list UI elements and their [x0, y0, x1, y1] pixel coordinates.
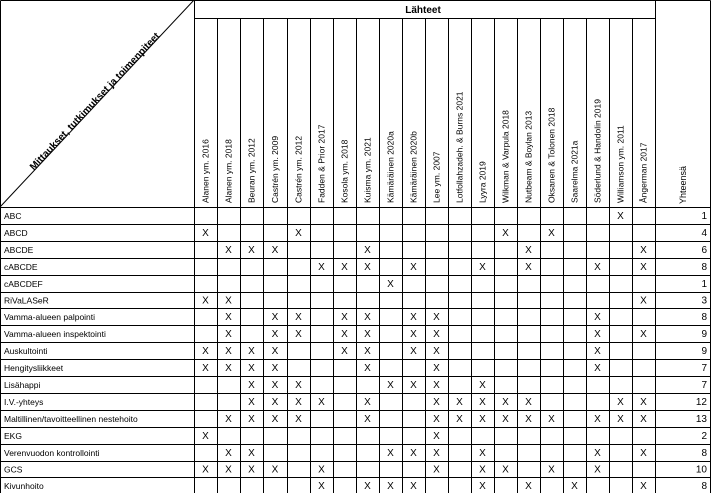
- source-header: Lotfollahzadeh. & Burns 2021: [454, 91, 465, 203]
- mark-cell: X: [387, 279, 394, 290]
- row-total: 7: [701, 380, 707, 391]
- row-label: Vamma-alueen inspektointi: [4, 329, 106, 339]
- row-label: cABCDEF: [4, 279, 43, 289]
- mark-cell: X: [525, 397, 532, 408]
- table-row: [4, 414, 707, 425]
- mark-cell: X: [525, 245, 532, 256]
- table-row: [4, 481, 707, 492]
- mark-cell: X: [410, 312, 417, 323]
- mark-cell: X: [271, 414, 279, 425]
- mark-cell: X: [364, 262, 371, 273]
- mark-cell: X: [271, 329, 279, 340]
- row-label: GCS: [4, 464, 23, 475]
- mark-cell: X: [410, 262, 417, 273]
- mark-cell: X: [640, 295, 647, 307]
- mark-cell: X: [295, 228, 302, 239]
- table-row: [4, 346, 707, 357]
- source-header: Beuran ym. 2012: [246, 138, 257, 203]
- mark-cell: X: [640, 397, 647, 408]
- mark-cell: X: [433, 312, 440, 323]
- mark-cell: X: [295, 329, 302, 340]
- mark-cell: X: [271, 346, 279, 357]
- mark-cell: X: [479, 448, 486, 459]
- table-row: [4, 279, 707, 290]
- mark-cell: X: [617, 211, 624, 222]
- source-header: Oksanen & Tolonen 2018: [546, 107, 557, 203]
- source-header: Williamson ym. 2011: [615, 125, 626, 203]
- mark-cell: X: [525, 481, 532, 492]
- row-total: 6: [701, 245, 707, 256]
- row-total: 13: [695, 414, 707, 425]
- mark-cell: X: [225, 312, 232, 323]
- corner-label: Mittaukset, tutkimukset ja toimenpiteet: [28, 30, 163, 173]
- row-total: 8: [701, 312, 707, 323]
- mark-cell: X: [456, 397, 463, 408]
- table-row: [4, 448, 707, 459]
- mark-cell: X: [594, 329, 601, 340]
- sources-title: Lähteet: [405, 5, 441, 16]
- mark-cell: X: [202, 346, 209, 357]
- mark-cell: X: [502, 228, 509, 239]
- mark-cell: X: [410, 380, 417, 391]
- source-header: Fadden & Prior 2017: [316, 124, 327, 203]
- row-label: Auskultointi: [4, 346, 48, 356]
- mark-cell: X: [225, 346, 232, 357]
- source-header: Lyyra 2019: [477, 161, 488, 203]
- source-header: Kuisma ym. 2021: [362, 137, 373, 203]
- mark-cell: X: [433, 380, 440, 391]
- mark-cell: X: [225, 329, 232, 340]
- row-label: ABCD: [4, 228, 28, 238]
- row-label: cABCDE: [4, 262, 38, 272]
- row-label: ABCDE: [4, 245, 34, 255]
- mark-cell: X: [502, 464, 509, 476]
- mark-cell: X: [594, 448, 601, 459]
- mark-cell: X: [525, 262, 532, 273]
- mark-cell: X: [410, 448, 417, 459]
- mark-cell: X: [248, 363, 255, 374]
- table-row: [4, 465, 707, 476]
- table-row: [4, 211, 707, 222]
- table-row: [4, 262, 707, 273]
- row-total: 9: [701, 329, 707, 340]
- mark-cell: X: [248, 414, 255, 425]
- source-header: Nutbeam & Boylan 2013: [523, 110, 534, 203]
- row-label: RiVaLASeR: [4, 295, 49, 306]
- row-label: Vamma-alueen palpointi: [4, 312, 96, 322]
- mark-cell: X: [225, 363, 232, 374]
- row-total: 7: [701, 363, 707, 374]
- table-row: [4, 363, 707, 374]
- mark-cell: X: [433, 397, 440, 408]
- mark-cell: X: [364, 397, 371, 408]
- mark-cell: X: [479, 414, 486, 425]
- row-label: EKG: [4, 431, 22, 441]
- mark-cell: X: [640, 414, 647, 425]
- row-total: 10: [695, 464, 707, 476]
- mark-cell: X: [479, 481, 486, 492]
- mark-cell: X: [295, 397, 302, 408]
- row-label: Lisähappi: [4, 380, 41, 390]
- row-total: 1: [701, 211, 707, 222]
- row-total: 12: [695, 397, 707, 408]
- row-total: 2: [701, 431, 707, 442]
- mark-cell: X: [248, 245, 255, 256]
- mark-cell: X: [433, 464, 440, 476]
- mark-cell: X: [318, 481, 325, 492]
- row-total: 8: [701, 262, 707, 273]
- mark-cell: X: [364, 245, 371, 256]
- mark-cell: X: [364, 363, 371, 374]
- source-header: Söderlund & Handolin 2019: [592, 99, 603, 203]
- row-label: Maltillinen/tavoitteellinen nestehoito: [4, 414, 138, 424]
- mark-cell: X: [640, 245, 647, 256]
- mark-cell: X: [364, 346, 371, 357]
- source-header: Ångerman 2017: [638, 142, 649, 203]
- mark-cell: X: [479, 397, 486, 408]
- table-row: [4, 228, 707, 239]
- mark-cell: X: [295, 380, 302, 391]
- mark-cell: X: [433, 346, 440, 357]
- mark-cell: X: [271, 397, 279, 408]
- row-total: 4: [701, 228, 707, 239]
- row-total: 3: [701, 295, 707, 307]
- mark-cell: X: [341, 262, 348, 273]
- source-header: Alanen ym. 2018: [223, 139, 234, 203]
- mark-cell: X: [318, 464, 325, 476]
- table-row: [4, 245, 707, 256]
- mark-cell: X: [341, 312, 348, 323]
- mark-cell: X: [410, 329, 417, 340]
- source-headers: [201, 91, 649, 203]
- source-header: Kosola ym. 2018: [339, 139, 350, 203]
- mark-cell: X: [271, 363, 279, 374]
- mark-cell: X: [433, 431, 440, 442]
- row-label: Verenvuodon kontrollointi: [4, 448, 100, 458]
- mark-cell: X: [456, 414, 463, 425]
- mark-cell: X: [202, 431, 209, 442]
- source-header: Alanen ym. 2016: [200, 139, 211, 203]
- mark-cell: X: [248, 380, 255, 391]
- mark-cell: X: [387, 481, 394, 492]
- mark-cell: X: [341, 346, 348, 357]
- table-row: [4, 296, 707, 307]
- mark-cell: X: [479, 262, 486, 273]
- mark-cell: X: [594, 346, 601, 357]
- mark-cell: X: [594, 464, 601, 476]
- mark-cell: X: [225, 464, 232, 476]
- mark-cell: X: [594, 414, 601, 425]
- mark-cell: X: [640, 329, 647, 340]
- mark-cell: X: [594, 262, 601, 273]
- mark-cell: X: [594, 363, 601, 374]
- mark-cell: X: [202, 295, 209, 307]
- mark-cell: X: [202, 363, 209, 374]
- mark-cell: X: [571, 481, 578, 492]
- mark-cell: X: [548, 228, 555, 239]
- source-header: Saarelma 2021a: [569, 140, 580, 203]
- source-header: Castrén ym. 2012: [293, 135, 304, 203]
- mark-cell: X: [594, 312, 601, 323]
- mark-cell: X: [248, 448, 255, 459]
- mark-cell: X: [248, 346, 255, 357]
- row-label: Hengitysliikkeet: [4, 363, 64, 373]
- row-label: ABC: [4, 211, 22, 221]
- mark-cell: X: [502, 414, 509, 425]
- mark-cell: X: [318, 397, 325, 408]
- mark-cell: X: [433, 363, 440, 374]
- row-label: Kivunhoito: [4, 481, 44, 491]
- mark-cell: X: [617, 414, 624, 425]
- mark-cell: X: [479, 380, 486, 391]
- mark-cell: X: [202, 228, 209, 239]
- mark-cell: X: [271, 312, 279, 323]
- mark-cell: X: [548, 464, 555, 476]
- mark-cell: X: [295, 414, 302, 425]
- mark-cell: X: [525, 414, 532, 425]
- row-total: 1: [701, 279, 707, 290]
- total-header: Yhteensä: [678, 165, 688, 204]
- row-total: 8: [701, 481, 707, 492]
- mark-cell: X: [640, 481, 647, 492]
- mark-cell: X: [248, 397, 255, 408]
- mark-cell: X: [271, 464, 279, 476]
- mark-cell: X: [479, 464, 486, 476]
- table-row: [4, 312, 707, 323]
- mark-cell: X: [225, 245, 232, 256]
- mark-cell: X: [410, 481, 417, 492]
- mark-cell: X: [341, 329, 348, 340]
- table-row: [4, 397, 707, 408]
- table-body: [4, 211, 707, 492]
- mark-cell: X: [202, 464, 209, 476]
- mark-cell: X: [364, 329, 371, 340]
- source-header: Lee ym. 2007: [431, 151, 442, 203]
- mark-cell: X: [433, 448, 440, 459]
- mark-cell: X: [410, 346, 417, 357]
- mark-cell: X: [387, 380, 394, 391]
- mark-cell: X: [548, 414, 555, 425]
- mark-cell: X: [248, 464, 255, 476]
- mark-cell: X: [225, 414, 232, 425]
- mark-cell: X: [502, 397, 509, 408]
- row-label: I.V.-yhteys: [4, 397, 44, 407]
- source-header: Wilkman & Varpula 2018: [500, 110, 511, 203]
- row-total: 8: [701, 448, 707, 459]
- table-row: [4, 431, 707, 442]
- table-row: [4, 329, 707, 340]
- source-header: Castrén ym. 2009: [270, 135, 280, 203]
- mark-cell: X: [295, 312, 302, 323]
- mark-cell: X: [433, 414, 440, 425]
- mark-cell: X: [364, 481, 371, 492]
- mark-cell: X: [387, 448, 394, 459]
- table-row: [4, 380, 707, 391]
- header-corner-cell: [0, 0, 194, 207]
- mark-cell: X: [318, 262, 325, 273]
- mark-cell: X: [433, 329, 440, 340]
- row-total: 9: [701, 346, 707, 357]
- mark-cell: X: [271, 245, 279, 256]
- source-header: Kämäräinen 2020a: [385, 131, 396, 203]
- source-header: Kämäräinen 2020b: [408, 131, 419, 203]
- mark-cell: X: [364, 414, 371, 425]
- mark-cell: X: [225, 295, 232, 307]
- mark-cell: X: [364, 312, 371, 323]
- mark-cell: X: [640, 262, 647, 273]
- mark-cell: X: [271, 380, 279, 391]
- mark-cell: X: [225, 448, 232, 459]
- mark-cell: X: [617, 397, 624, 408]
- mark-cell: X: [640, 448, 647, 459]
